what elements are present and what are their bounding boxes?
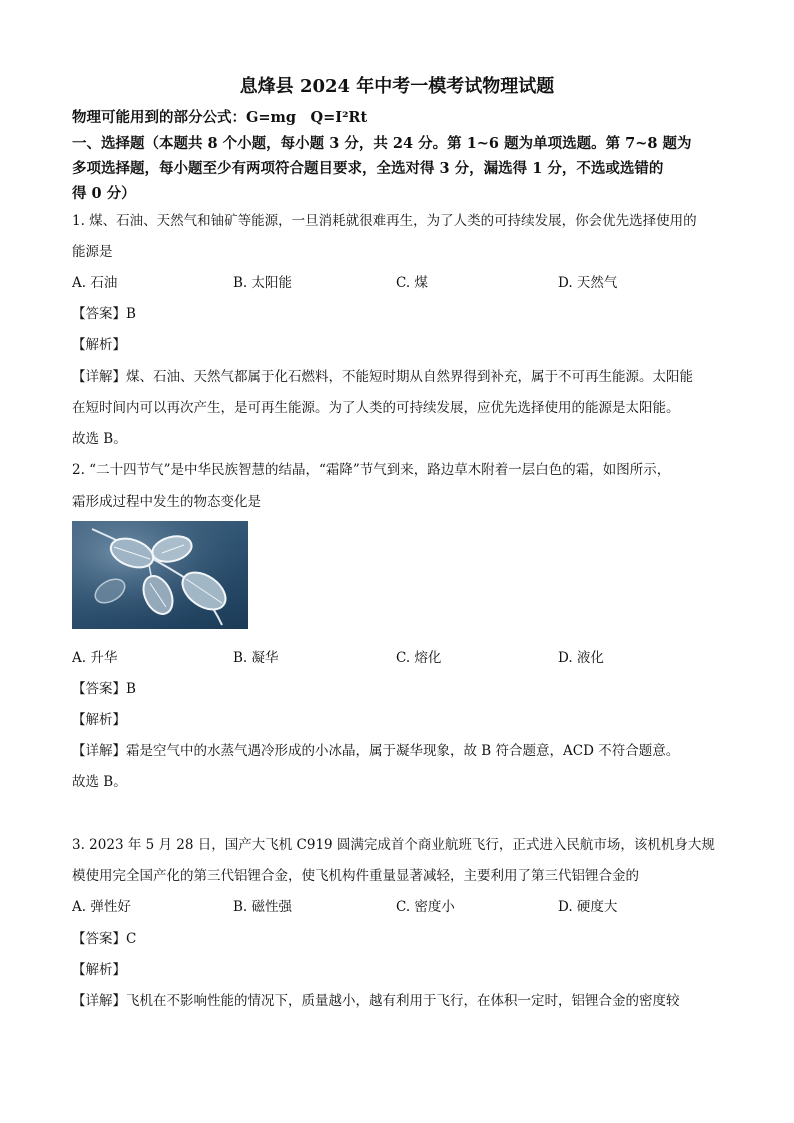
q2-stem-line-2: 霜形成过程中发生的物态变化是	[72, 494, 261, 510]
frost-leaves-image	[72, 521, 248, 629]
q3-option-c: C. 密度小	[396, 899, 455, 915]
q1-stem-line-1: 1. 煤、石油、天然气和铀矿等能源，一旦消耗就很难再生，为了人类的可持续发展，你会优先选择使用的	[72, 213, 697, 229]
q2-option-b: B. 凝华	[233, 650, 279, 666]
q1-detail-line-2: 在短时间内可以再次产生，是可再生能源。为了人类的可持续发展，应优先选择使用的能源是太阳能。	[72, 400, 680, 416]
q1-option-b: B. 太阳能	[233, 275, 293, 291]
q2-detail-line-1: 【详解】霜是空气中的水蒸气遇冷形成的小冰晶，属于凝华现象，故 B 符合题意，ACD 不符合题意。	[72, 743, 680, 759]
page-title: 息烽县 2024 年中考一模考试物理试题	[239, 76, 555, 97]
q1-analysis-label: 【解析】	[72, 337, 126, 353]
q3-option-d: D. 硬度大	[558, 899, 618, 915]
q1-answer: 【答案】B	[72, 306, 136, 322]
q3-answer: 【答案】C	[72, 931, 137, 947]
formula-line: 物理可能用到的部分公式：G=mg Q=I²Rt	[72, 109, 368, 126]
q3-stem-line-1: 3. 2023 年 5 月 28 日，国产大飞机 C919 圆满完成首个商业航班飞行，正式进入民航市场，该机机身大规	[72, 837, 715, 853]
q1-option-c: C. 煤	[396, 275, 428, 291]
q2-option-c: C. 熔化	[396, 650, 442, 666]
q2-option-a: A. 升华	[72, 650, 118, 666]
q2-option-d: D. 液化	[558, 650, 604, 666]
q3-option-b: B. 磁性强	[233, 899, 293, 915]
q3-stem-line-2: 模使用完全国产化的第三代铝锂合金，使飞机构件重量显著减轻，主要利用了第三代铝锂合金的	[72, 868, 639, 884]
section-heading-line-1: 一、选择题（本题共 8 个小题，每小题 3 分，共 24 分。第 1~6 题为单项选题。第 7~8 题为	[72, 135, 692, 152]
q3-detail-line-1: 【详解】飞机在不影响性能的情况下，质量越小，越有利用于飞行，在体积一定时，铝锂合金的密度较	[72, 993, 680, 1009]
q1-option-a: A. 石油	[72, 275, 118, 291]
section-heading-line-3: 得 0 分）	[72, 185, 136, 202]
q2-answer: 【答案】B	[72, 681, 136, 697]
q3-option-a: A. 弹性好	[72, 899, 131, 915]
q1-option-d: D. 天然气	[558, 275, 618, 291]
q1-detail-line-1: 【详解】煤、石油、天然气都属于化石燃料，不能短时期从自然界得到补充，属于不可再生能源。太阳能	[72, 369, 693, 385]
q3-analysis-label: 【解析】	[72, 962, 126, 978]
section-heading-line-2: 多项选择题，每小题至少有两项符合题目要求，全选对得 3 分，漏选得 1 分，不选或选错的	[72, 160, 664, 177]
q2-conclusion: 故选 B。	[72, 774, 127, 790]
q1-conclusion: 故选 B。	[72, 431, 127, 447]
q2-stem-line-1: 2. “二十四节气”是中华民族智慧的结晶，“霜降”节气到来，路边草木附着一层白色的霜，如图所示，	[72, 462, 671, 478]
q1-stem-line-2: 能源是	[72, 244, 113, 260]
q2-analysis-label: 【解析】	[72, 712, 126, 728]
